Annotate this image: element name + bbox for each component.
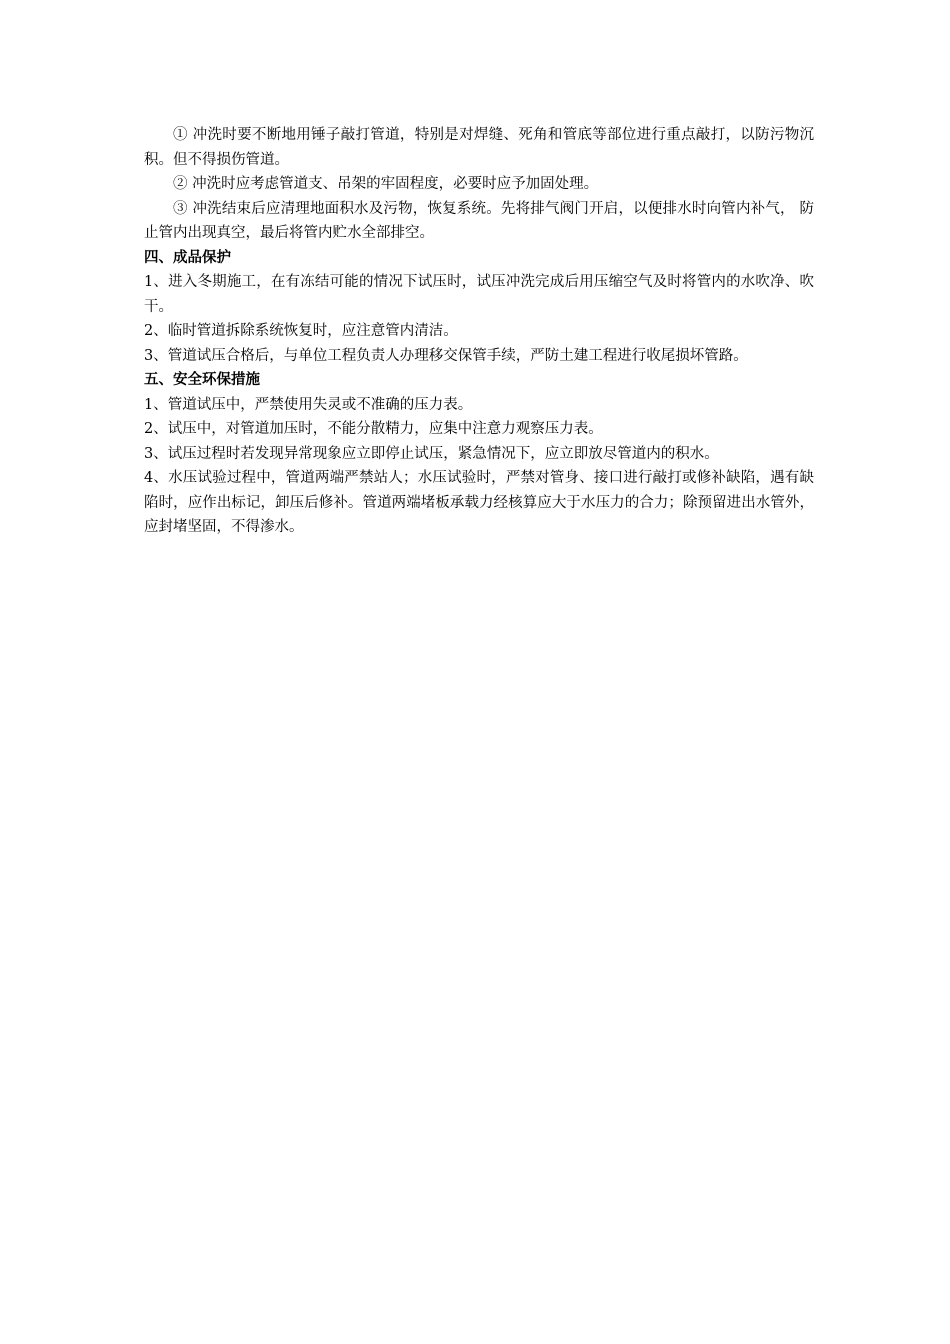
- flush-note-3: ③ 冲洗结束后应清理地面积水及污物，恢复系统。先将排气阀门开启，以便排水时向管内补气， 防止管内出现真空，最后将管内贮水全部排空。: [144, 200, 814, 241]
- section-heading-safety-environment: 五、安全环保措施: [144, 372, 260, 388]
- flush-note-1: ① 冲洗时要不断地用锤子敲打管道，特别是对焊缝、死角和管底等部位进行重点敲打，以防污物沉积。但不得损伤管道。: [144, 127, 814, 168]
- product-protection-item-1: 1、进入冬期施工，在有冻结可能的情况下试压时，试压冲洗完成后用压缩空气及时将管内的水吹净、吹干。: [144, 274, 814, 315]
- product-protection-item-3: 3、管道试压合格后，与单位工程负责人办理移交保管手续，严防土建工程进行收尾损坏管路。: [144, 347, 748, 364]
- safety-item-2: 2、试压中，对管道加压时，不能分散精力，应集中注意力观察压力表。: [144, 421, 603, 437]
- safety-item-4: 4、水压试验过程中，管道两端严禁站人；水压试验时，严禁对管身、接口进行敲打或修补缺陷，遇有缺陷时，应作出标记，卸压后修补。管道两端堵板承载力经核算应大于水压力的合力；除预留进出水管外，应封堵坚固，不得渗水。: [144, 470, 814, 535]
- section-heading-product-protection: 四、成品保护: [144, 249, 231, 266]
- product-protection-item-2: 2、临时管道拆除系统恢复时，应注意管内清洁。: [144, 323, 458, 339]
- document-body: [144, 123, 814, 540]
- safety-item-3: 3、试压过程时若发现异常现象应立即停止试压，紧急情况下，应立即放尽管道内的积水。: [144, 445, 719, 462]
- safety-item-1: 1、管道试压中，严禁使用失灵或不准确的压力表。: [144, 396, 473, 413]
- flush-note-2: ② 冲洗时应考虑管道支、吊架的牢固程度，必要时应予加固处理。: [173, 176, 599, 192]
